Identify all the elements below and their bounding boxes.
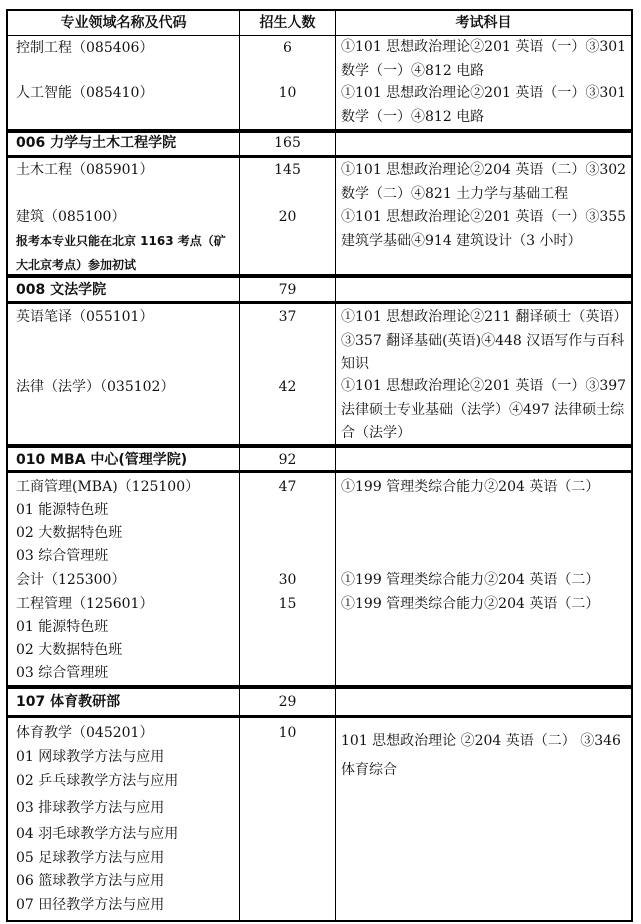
enrollment-count: 42 <box>278 379 297 395</box>
exam-subjects: ①199 管理类综合能力②204 英语（二） <box>341 572 600 588</box>
exam-subjects: ①101 思想政治理论②204 英语（二）③302 数学（二）④821 土力学与基础工程 <box>341 162 627 202</box>
major-name: 体育教学（045201） <box>16 725 154 741</box>
research-direction: 01 能源特色班 <box>16 619 109 635</box>
major-name: 法律（法学）（035102） <box>16 379 175 395</box>
research-direction: 02 乒乓球教学方法与应用 <box>16 773 179 789</box>
research-direction: 02 大数据特色班 <box>16 642 123 658</box>
section-title: 006 力学与土木工程学院 <box>16 135 177 151</box>
exam-subjects: ①199 管理类综合能力②204 英语（二） <box>341 479 600 495</box>
major-name: 英语笔译（055101） <box>16 309 154 325</box>
enrollment-count: 15 <box>278 596 297 612</box>
section-count: 29 <box>278 694 297 710</box>
enrollment-count: 10 <box>278 85 297 101</box>
major-name: 工商管理(MBA)（125100） <box>16 479 200 495</box>
table-border-left <box>6 9 8 922</box>
enrollment-count: 20 <box>278 209 297 225</box>
enrollment-count: 10 <box>278 725 297 741</box>
rule-top <box>6 9 632 11</box>
header-col-subjects: 考试科目 <box>455 15 512 31</box>
rule-section-107 <box>6 685 632 689</box>
major-name: 会计（125300） <box>16 572 126 588</box>
research-direction: 03 综合管理班 <box>16 548 109 564</box>
research-direction: 02 大数据特色班 <box>16 525 123 541</box>
exam-location-note: 大北京考点）参加初试 <box>16 258 137 272</box>
rule-bottom <box>6 920 632 922</box>
major-name: 建筑（085100） <box>16 209 126 225</box>
rule-section-006-bottom <box>6 155 632 158</box>
exam-subjects: ①101 思想政治理论②201 英语（一）③397 法律硕士专业基础（法学）④497 法律硕士综合（法学） <box>341 378 627 441</box>
exam-subjects: ①101 思想政治理论②201 英语（一）③301 数学（一）④812 电路 <box>341 39 627 79</box>
exam-subjects: 101 思想政治理论 ②204 英语（二） ③346 体育综合 <box>341 733 621 778</box>
column-divider-2 <box>335 9 336 922</box>
section-count: 92 <box>278 452 297 468</box>
major-name: 土木工程（085901） <box>16 162 154 178</box>
header-col-name: 专业领域名称及代码 <box>60 15 187 31</box>
exam-subjects: ①101 思想政治理论②211 翻译硕士（英语）③357 翻译基础(英语)④448 汉语写作与百科知识 <box>341 309 628 372</box>
research-direction: 04 羽毛球教学方法与应用 <box>16 826 179 842</box>
section-count: 165 <box>274 135 301 151</box>
section-title: 008 文法学院 <box>16 282 107 298</box>
enrollment-count: 6 <box>283 40 292 56</box>
header-col-count: 招生人数 <box>259 15 316 31</box>
exam-subjects: ①101 思想政治理论②201 英语（一）③355 建筑学基础④914 建筑设计（3 小时） <box>341 209 627 249</box>
research-direction: 03 排球教学方法与应用 <box>16 800 165 816</box>
section-title: 107 体育教研部 <box>16 694 121 710</box>
enrollment-count: 30 <box>278 572 297 588</box>
research-direction: 07 田径教学方法与应用 <box>16 897 165 913</box>
table-border-right <box>631 9 633 922</box>
rule-section-107-bottom <box>6 715 632 718</box>
section-title: 010 MBA 中心(管理学院) <box>16 452 188 468</box>
section-count: 79 <box>278 282 297 298</box>
enrollment-count: 47 <box>278 479 297 495</box>
exam-subjects: ①101 思想政治理论②201 英语（一）③301 数学（一）④812 电路 <box>341 85 627 125</box>
enrollment-count: 145 <box>274 162 301 178</box>
research-direction: 01 能源特色班 <box>16 502 109 518</box>
research-direction: 05 足球教学方法与应用 <box>16 850 165 866</box>
research-direction: 06 篮球教学方法与应用 <box>16 873 165 889</box>
major-name: 工程管理（125601） <box>16 596 154 612</box>
major-name: 人工智能（085410） <box>16 85 154 101</box>
research-direction: 01 网球教学方法与应用 <box>16 749 165 765</box>
research-direction: 03 综合管理班 <box>16 665 109 681</box>
major-name: 控制工程（085406） <box>16 40 154 56</box>
exam-location-note: 报考本专业只能在北京 1163 考点（矿 <box>16 234 226 248</box>
exam-subjects: ①199 管理类综合能力②204 英语（二） <box>341 596 600 612</box>
enrollment-count: 37 <box>278 309 297 325</box>
